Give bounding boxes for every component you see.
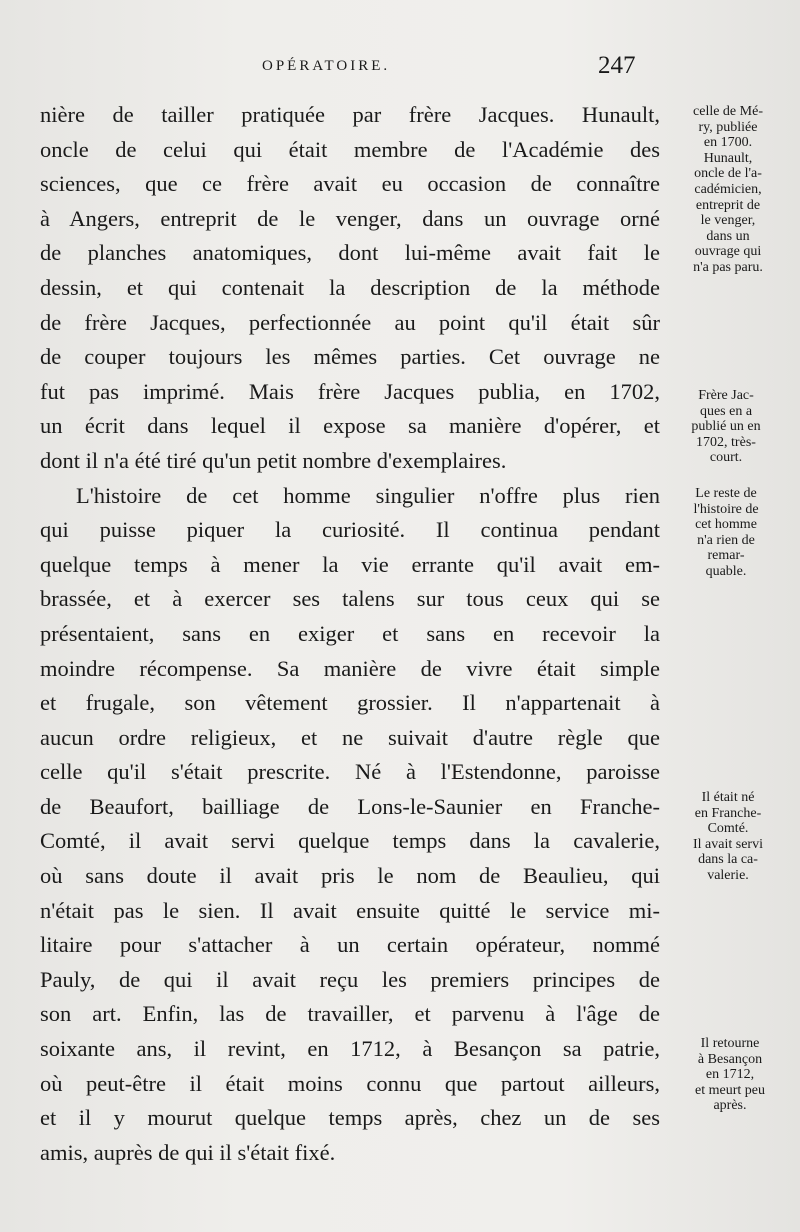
text-line: dont il n'a été tiré qu'un petit nombre d'exemplaires.: [40, 447, 507, 473]
text-line: à Angers, entreprit de le venger, dans un ouvrage orné: [40, 205, 660, 231]
text-line: et il y mourut quelque temps après, chez un de ses: [40, 1105, 660, 1131]
margin-note-line: à Besançon: [697, 1051, 763, 1067]
margin-note-line: publié un en: [691, 419, 761, 435]
text-line: de frère Jacques, perfectionnée au point qu'il était sûr: [40, 309, 660, 335]
margin-note-hunault: [664, 104, 792, 276]
text-line: de couper toujours les mêmes parties. Cet ouvrage ne: [40, 344, 660, 370]
margin-note-history: [662, 486, 790, 580]
margin-note-line: n'a pas paru.: [693, 259, 763, 275]
margin-note-line: Comté.: [707, 821, 749, 837]
text-line: Comté, il avait servi quelque temps dans la cavalerie,: [40, 828, 660, 854]
text-line: présentaient, sans en exiger et sans en recevoir la: [40, 620, 660, 646]
margin-note-line: cadémicien,: [694, 181, 762, 197]
text-line: soixante ans, il revint, en 1712, à Besançon sa patrie,: [40, 1036, 660, 1062]
text-line: nière de tailler pratiquée par frère Jacques. Hunault,: [40, 102, 660, 127]
text-line: brassée, et à exercer ses talens sur tous ceux qui se: [40, 586, 660, 612]
margin-note-line: Frère Jac-: [698, 388, 754, 403]
margin-note-line: n'a rien de: [697, 532, 755, 548]
margin-note-line: et meurt peu: [695, 1082, 765, 1098]
margin-note-line: ry, publiée: [698, 119, 758, 135]
text-line: quelque temps à mener la vie errante qu'il avait em-: [40, 551, 660, 577]
page-number: 247: [598, 52, 636, 79]
margin-note-line: celle de Mé-: [693, 104, 763, 119]
text-line: L'histoire de cet homme singulier n'offre plus rien: [76, 482, 660, 508]
margin-note-line: ouvrage qui: [694, 244, 762, 260]
margin-note-line: court.: [709, 450, 743, 466]
text-line: dessin, et qui contenait la description de la méthode: [40, 274, 660, 300]
text-line: celle qu'il s'était prescrite. Né à l'Estendonne, paroisse: [40, 759, 660, 785]
text-line: son art. Enfin, las de travailler, et parvenu à l'âge de: [40, 1001, 660, 1027]
text-line: aucun ordre religieux, et ne suivait d'autre règle que: [40, 724, 660, 750]
text-line: n'était pas le sien. Il avait ensuite quitté le service mi-: [40, 897, 660, 923]
text-line: litaire pour s'attacher à un certain opérateur, nommé: [40, 932, 660, 958]
margin-note-publication: [662, 388, 790, 466]
margin-note-line: dans un: [706, 228, 750, 244]
margin-note-line: Le reste de: [695, 486, 757, 501]
text-line: oncle de celui qui était membre de l'Académie des: [40, 136, 660, 162]
margin-note-birth: [664, 790, 792, 884]
running-title: OPÉRATOIRE.: [262, 58, 391, 74]
margin-note-line: ques en a: [699, 403, 753, 419]
text-line: un écrit dans lequel il expose sa manière d'opérer, et: [40, 413, 660, 439]
margin-note-line: 1702, très-: [696, 434, 756, 450]
text-line: moindre récompense. Sa manière de vivre était simple: [40, 655, 660, 681]
margin-note-line: entreprit de: [695, 197, 761, 213]
margin-note-line: quable.: [705, 563, 747, 579]
text-line: qui puisse piquer la curiosité. Il continua pendant: [40, 517, 660, 543]
margin-note-line: en Franche-: [694, 805, 762, 821]
text-line: et frugale, son vêtement grossier. Il n'appartenait à: [40, 690, 660, 716]
margin-note-line: l'histoire de: [693, 501, 759, 517]
text-line: amis, auprès de qui il s'était fixé.: [40, 1139, 336, 1165]
margin-note-return: [666, 1036, 794, 1114]
margin-note-line: après.: [713, 1098, 747, 1114]
margin-note-line: dans la ca-: [698, 852, 758, 868]
text-line: de Beaufort, bailliage de Lons-le-Saunier en Franche-: [40, 793, 660, 819]
text-line: sciences, que ce frère avait eu occasion de connaître: [40, 171, 660, 197]
margin-note-line: Hunault,: [703, 150, 753, 166]
margin-note-line: Il était né: [701, 790, 755, 805]
text-line: où peut-être il était moins connu que partout ailleurs,: [40, 1070, 660, 1096]
margin-note-line: oncle de l'a-: [694, 166, 762, 182]
margin-note-line: Il avait servi: [693, 836, 763, 852]
margin-note-line: le venger,: [700, 213, 756, 229]
margin-note-line: valerie.: [707, 867, 749, 883]
text-line: où sans doute il avait pris le nom de Beaulieu, qui: [40, 863, 660, 889]
text-line: de planches anatomiques, dont lui-même avait fait le: [40, 240, 660, 266]
margin-note-line: cet homme: [695, 517, 757, 533]
margin-note-line: en 1712,: [705, 1067, 755, 1083]
body-text: [40, 98, 660, 1170]
margin-note-line: en 1700.: [703, 135, 753, 151]
text-line: fut pas imprimé. Mais frère Jacques publia, en 1702,: [40, 378, 660, 404]
text-line: Pauly, de qui il avait reçu les premiers principes de: [40, 966, 660, 992]
margin-note-line: Il retourne: [700, 1036, 760, 1051]
margin-note-line: remar-: [707, 548, 745, 564]
